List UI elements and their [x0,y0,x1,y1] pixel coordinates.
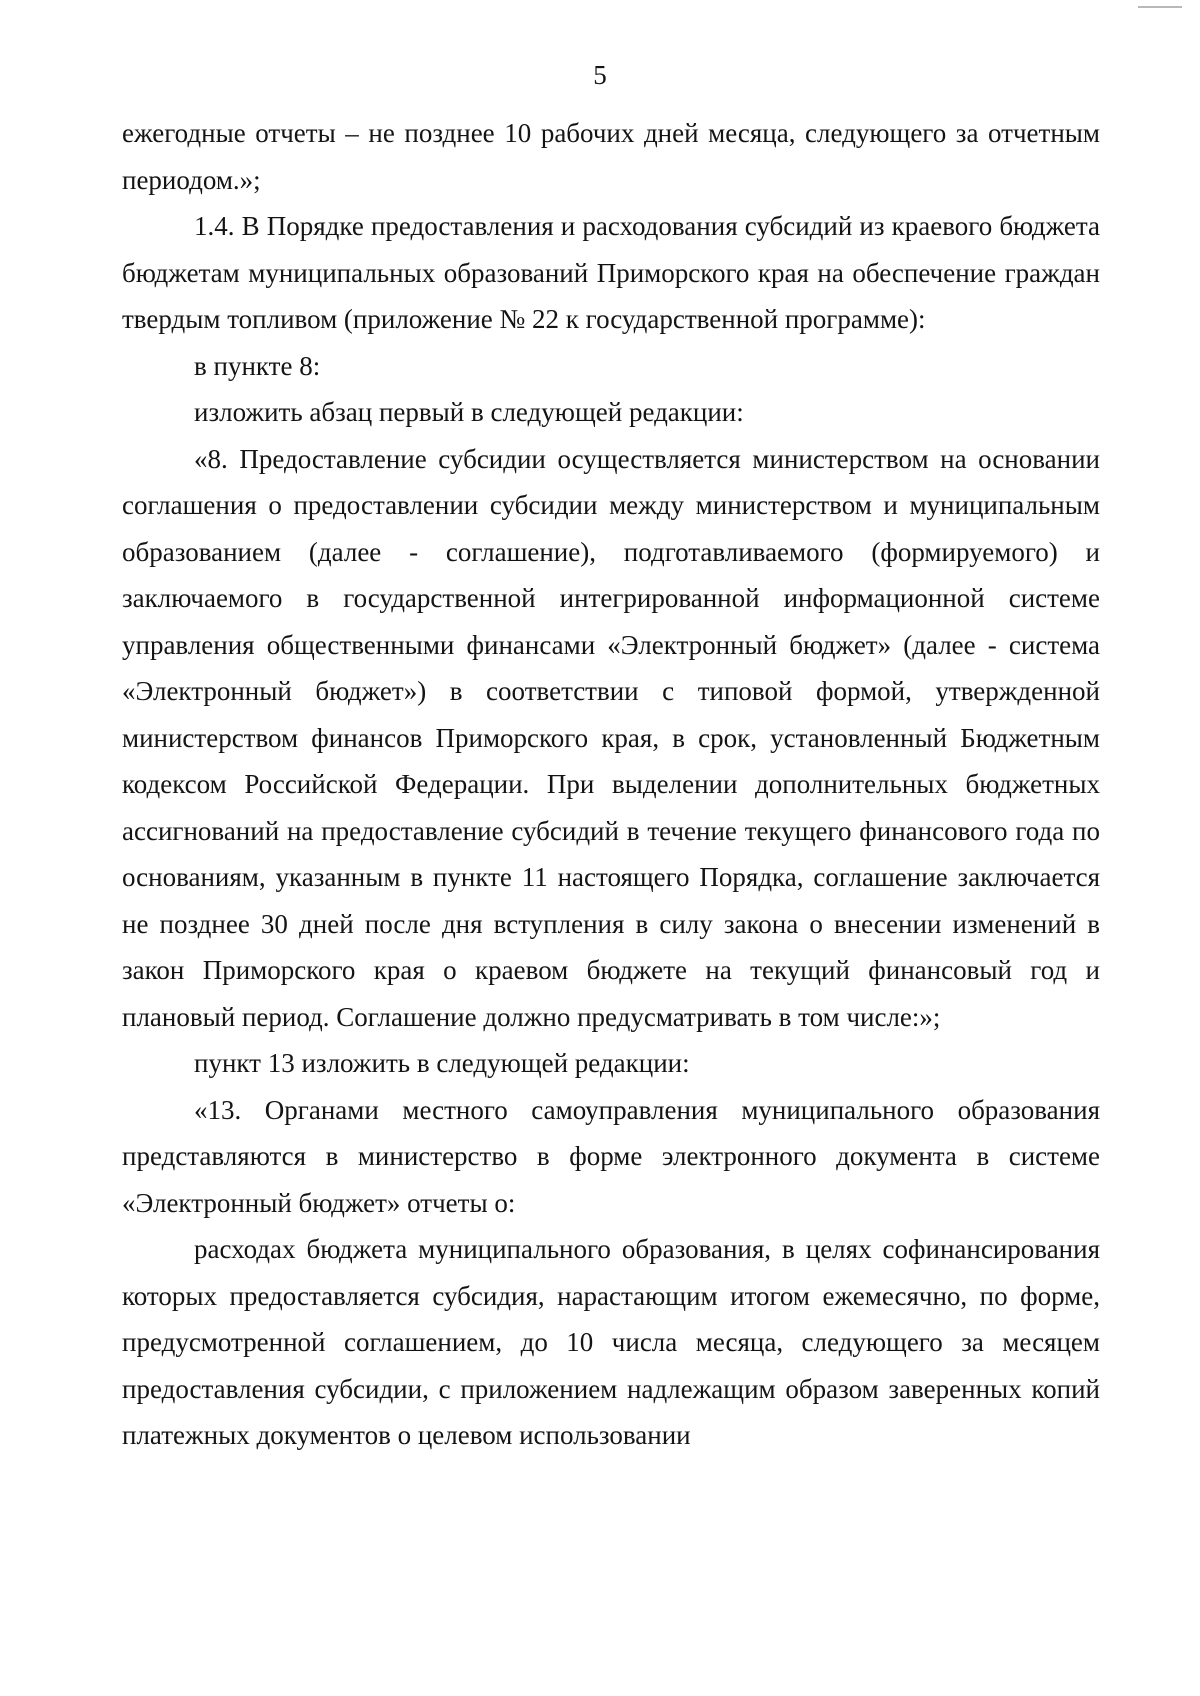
paragraph-item-1-4: 1.4. В Порядке предоставления и расходования субсидий из краевого бюджета бюджетам муниципальных образований Приморского края на обеспечение граждан твердым топливом (приложение № 22 к государственной программе): [122,211,1100,334]
page-number: 5 [593,60,607,90]
corner-scan-mark [1138,6,1182,8]
paragraph-annual-reports: ежегодные отчеты – не позднее 10 рабочих дней месяца, следующего за отчетным периодом.»; [122,118,1100,195]
paragraph-first-abstract-instruction: изложить абзац первый в следующей редакции: [194,397,744,427]
paragraph-point-13-text: «13. Органами местного самоуправления муниципального образования представляются в министерство в форме электронного документа в системе «Электронный бюджет» отчеты о: [122,1094,1100,1218]
document-body [122,110,1100,1459]
paragraph-point-13-instruction: пункт 13 изложить в следующей редакции: [194,1048,690,1078]
paragraph-in-point-8: в пункте 8: [194,350,321,381]
paragraph-expenses-report: расходах бюджета муниципального образования, в целях софинансирования которых предоставляется субсидия, нарастающим итогом ежемесячно, по форме, предусмотренной соглашением, до 10 числа месяца, следующего за месяцем предоставления субсидии, с приложением надлежащим образом заверенных копий платежных документов о целевом использовании [122,1234,1100,1450]
paragraph-point-8-text: «8. Предоставление субсидии осуществляется министерством на основании соглашения о предоставлении субсидии между министерством и муниципальным образованием (далее - соглашение), подготавливаемого (формируемого) и заключаемого в государственной интегрированной информационной системе управления общественными финансами «Электронный бюджет» (далее - система «Электронный бюджет») в соответствии с типовой формой, утвержденной министерством финансов Приморского края, в срок, установленный Бюджетным кодексом Российской Федерации. При выделении дополнительных бюджетных ассигнований на предоставление субсидий в течение текущего финансового года по основаниям, указанным в пункте 11 настоящего Порядка, соглашение заключается не позднее 30 дней после дня вступления в силу закона о внесении изменений в закон Приморского края о краевом бюджете на текущий финансовый год и плановый период. Соглашение должно предусматривать в том числе:»; [122,443,1100,1032]
